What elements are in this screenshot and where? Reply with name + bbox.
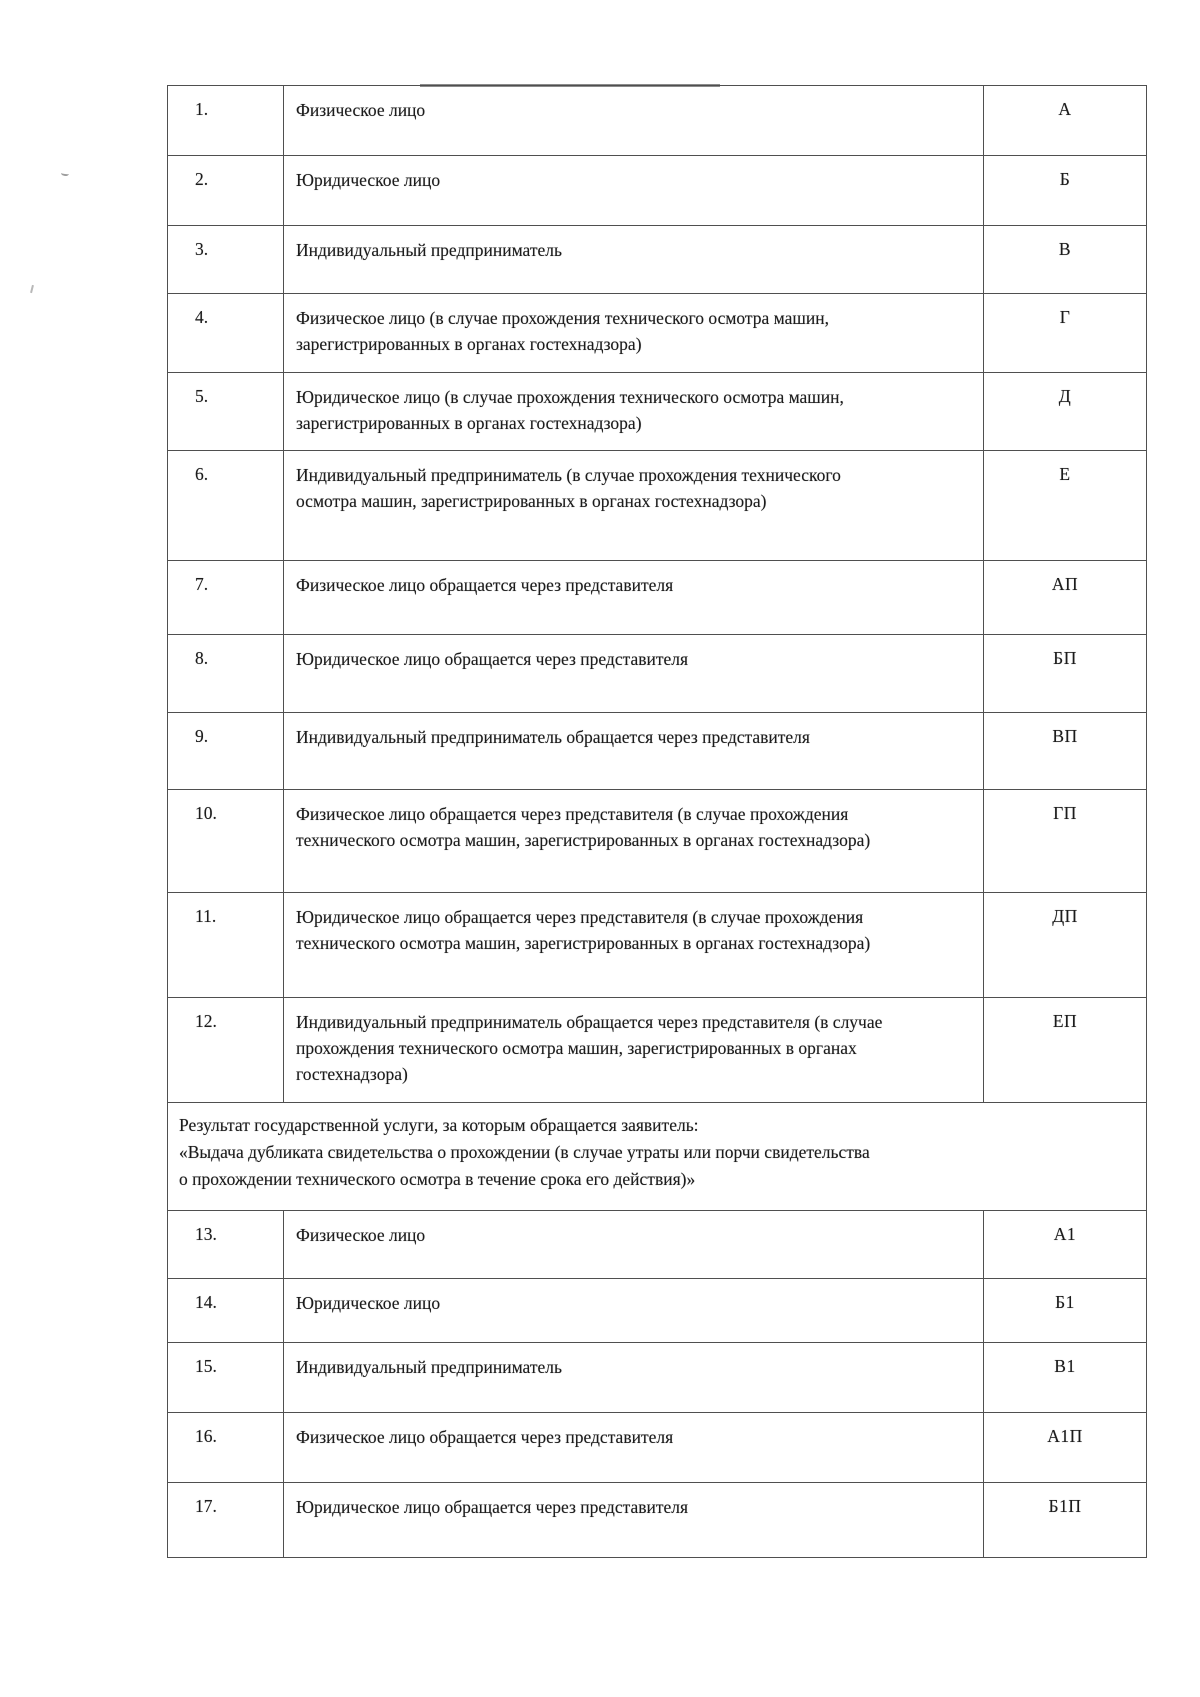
row-number-cell: 14. — [168, 1279, 284, 1343]
code-cell: А — [984, 86, 1147, 156]
code-cell: БП — [984, 635, 1147, 713]
row-number-cell: 2. — [168, 156, 284, 226]
row-number-cell: 7. — [168, 561, 284, 635]
section-note-cell — [168, 1103, 1147, 1211]
section-note-line2: «Выдача дубликата свидетельства о прохождении (в случае утраты или порчи свидетельства — [179, 1142, 870, 1162]
table-row — [168, 294, 1147, 373]
table-row — [168, 156, 1147, 226]
table-row — [168, 1343, 1147, 1413]
row-number-cell: 1. — [168, 86, 284, 156]
scan-artifact-dot — [30, 285, 34, 293]
code-cell: ЕП — [984, 998, 1147, 1103]
table-row — [168, 893, 1147, 998]
code-cell: ВП — [984, 713, 1147, 790]
description-cell: Физическое лицо — [284, 1211, 984, 1279]
code-cell: Б1 — [984, 1279, 1147, 1343]
code-cell: А1 — [984, 1211, 1147, 1279]
section-note-line3: о прохождении технического осмотра в течение срока его действия)» — [179, 1169, 696, 1189]
code-cell: А1П — [984, 1413, 1147, 1483]
description-cell: Индивидуальный предприниматель — [284, 226, 984, 294]
section-note-row — [168, 1103, 1147, 1211]
description-cell: Индивидуальный предприниматель — [284, 1343, 984, 1413]
code-cell: Г — [984, 294, 1147, 373]
description-cell: Юридическое лицо (в случае прохождения технического осмотра машин, зарегистрированных в органах гостехнадзора) — [284, 373, 984, 451]
description-cell: Индивидуальный предприниматель обращается через представителя — [284, 713, 984, 790]
row-number-cell: 16. — [168, 1413, 284, 1483]
row-number-cell: 15. — [168, 1343, 284, 1413]
table-row — [168, 561, 1147, 635]
table-row — [168, 1483, 1147, 1558]
code-cell: Б — [984, 156, 1147, 226]
description-cell: Физическое лицо обращается через представителя — [284, 561, 984, 635]
row-number-cell: 13. — [168, 1211, 284, 1279]
description-cell: Юридическое лицо обращается через представителя — [284, 1483, 984, 1558]
table-row — [168, 226, 1147, 294]
code-cell: Б1П — [984, 1483, 1147, 1558]
description-cell: Индивидуальный предприниматель (в случае прохождения технического осмотра машин, зарегистрированных в органах гостехнадзора) — [284, 451, 984, 561]
section-note-line1: Результат государственной услуги, за которым обращается заявитель: — [179, 1115, 699, 1135]
table-row — [168, 86, 1147, 156]
description-cell: Юридическое лицо — [284, 1279, 984, 1343]
table-row — [168, 373, 1147, 451]
code-cell: ДП — [984, 893, 1147, 998]
description-cell: Физическое лицо (в случае прохождения технического осмотра машин, зарегистрированных в органах гостехнадзора) — [284, 294, 984, 373]
table-row — [168, 451, 1147, 561]
description-cell: Юридическое лицо обращается через представителя (в случае прохождения технического осмотра машин, зарегистрированных в органах гостехнадзора) — [284, 893, 984, 998]
row-number-cell: 6. — [168, 451, 284, 561]
table-row — [168, 635, 1147, 713]
description-cell: Физическое лицо — [284, 86, 984, 156]
code-cell: ГП — [984, 790, 1147, 893]
code-cell: Е — [984, 451, 1147, 561]
table-row — [168, 1279, 1147, 1343]
table-row — [168, 713, 1147, 790]
description-cell: Физическое лицо обращается через представителя — [284, 1413, 984, 1483]
row-number-cell: 10. — [168, 790, 284, 893]
row-number-cell: 4. — [168, 294, 284, 373]
code-cell: В1 — [984, 1343, 1147, 1413]
applicant-category-table — [167, 85, 1147, 1558]
row-number-cell: 12. — [168, 998, 284, 1103]
table-row — [168, 998, 1147, 1103]
row-number-cell: 3. — [168, 226, 284, 294]
table-row — [168, 790, 1147, 893]
row-number-cell: 17. — [168, 1483, 284, 1558]
row-number-cell: 5. — [168, 373, 284, 451]
row-number-cell: 11. — [168, 893, 284, 998]
description-cell: Физическое лицо обращается через представителя (в случае прохождения технического осмотра машин, зарегистрированных в органах гостехнадзора) — [284, 790, 984, 893]
description-cell: Юридическое лицо — [284, 156, 984, 226]
table-row — [168, 1413, 1147, 1483]
row-number-cell: 8. — [168, 635, 284, 713]
row-number-cell: 9. — [168, 713, 284, 790]
code-cell: В — [984, 226, 1147, 294]
scan-artifact-tick — [61, 171, 70, 177]
description-cell: Юридическое лицо обращается через представителя — [284, 635, 984, 713]
code-cell: Д — [984, 373, 1147, 451]
description-cell: Индивидуальный предприниматель обращается через представителя (в случае прохождения технического осмотра машин, зарегистрированных в органах гостехнадзора) — [284, 998, 984, 1103]
code-cell: АП — [984, 561, 1147, 635]
table-row — [168, 1211, 1147, 1279]
